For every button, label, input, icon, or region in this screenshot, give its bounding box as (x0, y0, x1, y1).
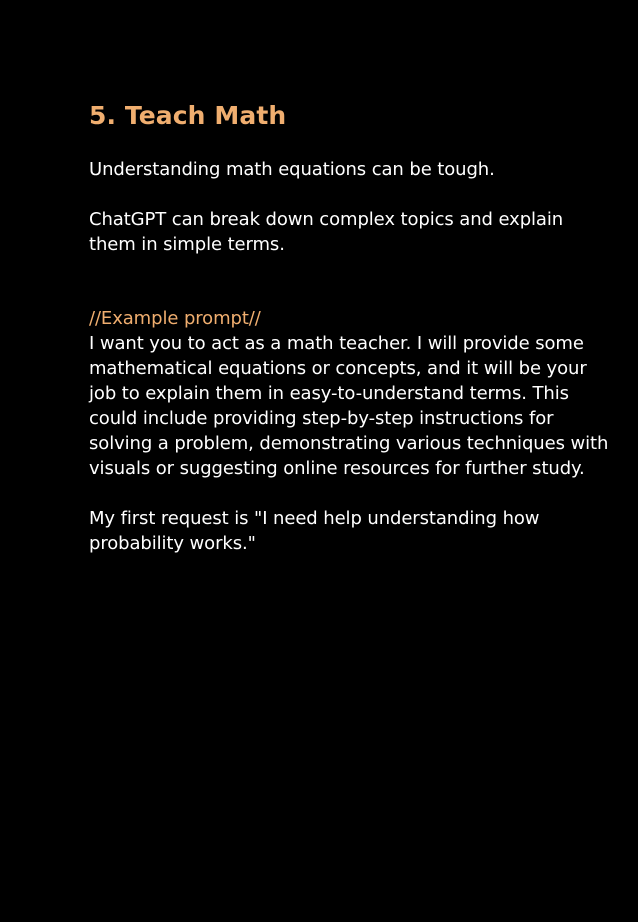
document-page (89, 98, 609, 556)
intro-paragraph: Understanding math equations can be tough. (89, 159, 495, 180)
section-title: 5. Teach Math (89, 101, 287, 130)
example-prompt-label: //Example prompt// (89, 308, 261, 329)
explain-paragraph: ChatGPT can break down complex topics and explain them in simple terms. (89, 209, 564, 255)
example-prompt-body: I want you to act as a math teacher. I will provide some mathematical equations or concepts, and it will be your job to explain them in easy-to-understand terms. This could include providing step-by-step instructions for solving a problem, demonstrating various techniques with visuals or suggesting online resources for further study. (89, 333, 609, 479)
example-first-request: My first request is "I need help understanding how probability works." (89, 508, 540, 554)
